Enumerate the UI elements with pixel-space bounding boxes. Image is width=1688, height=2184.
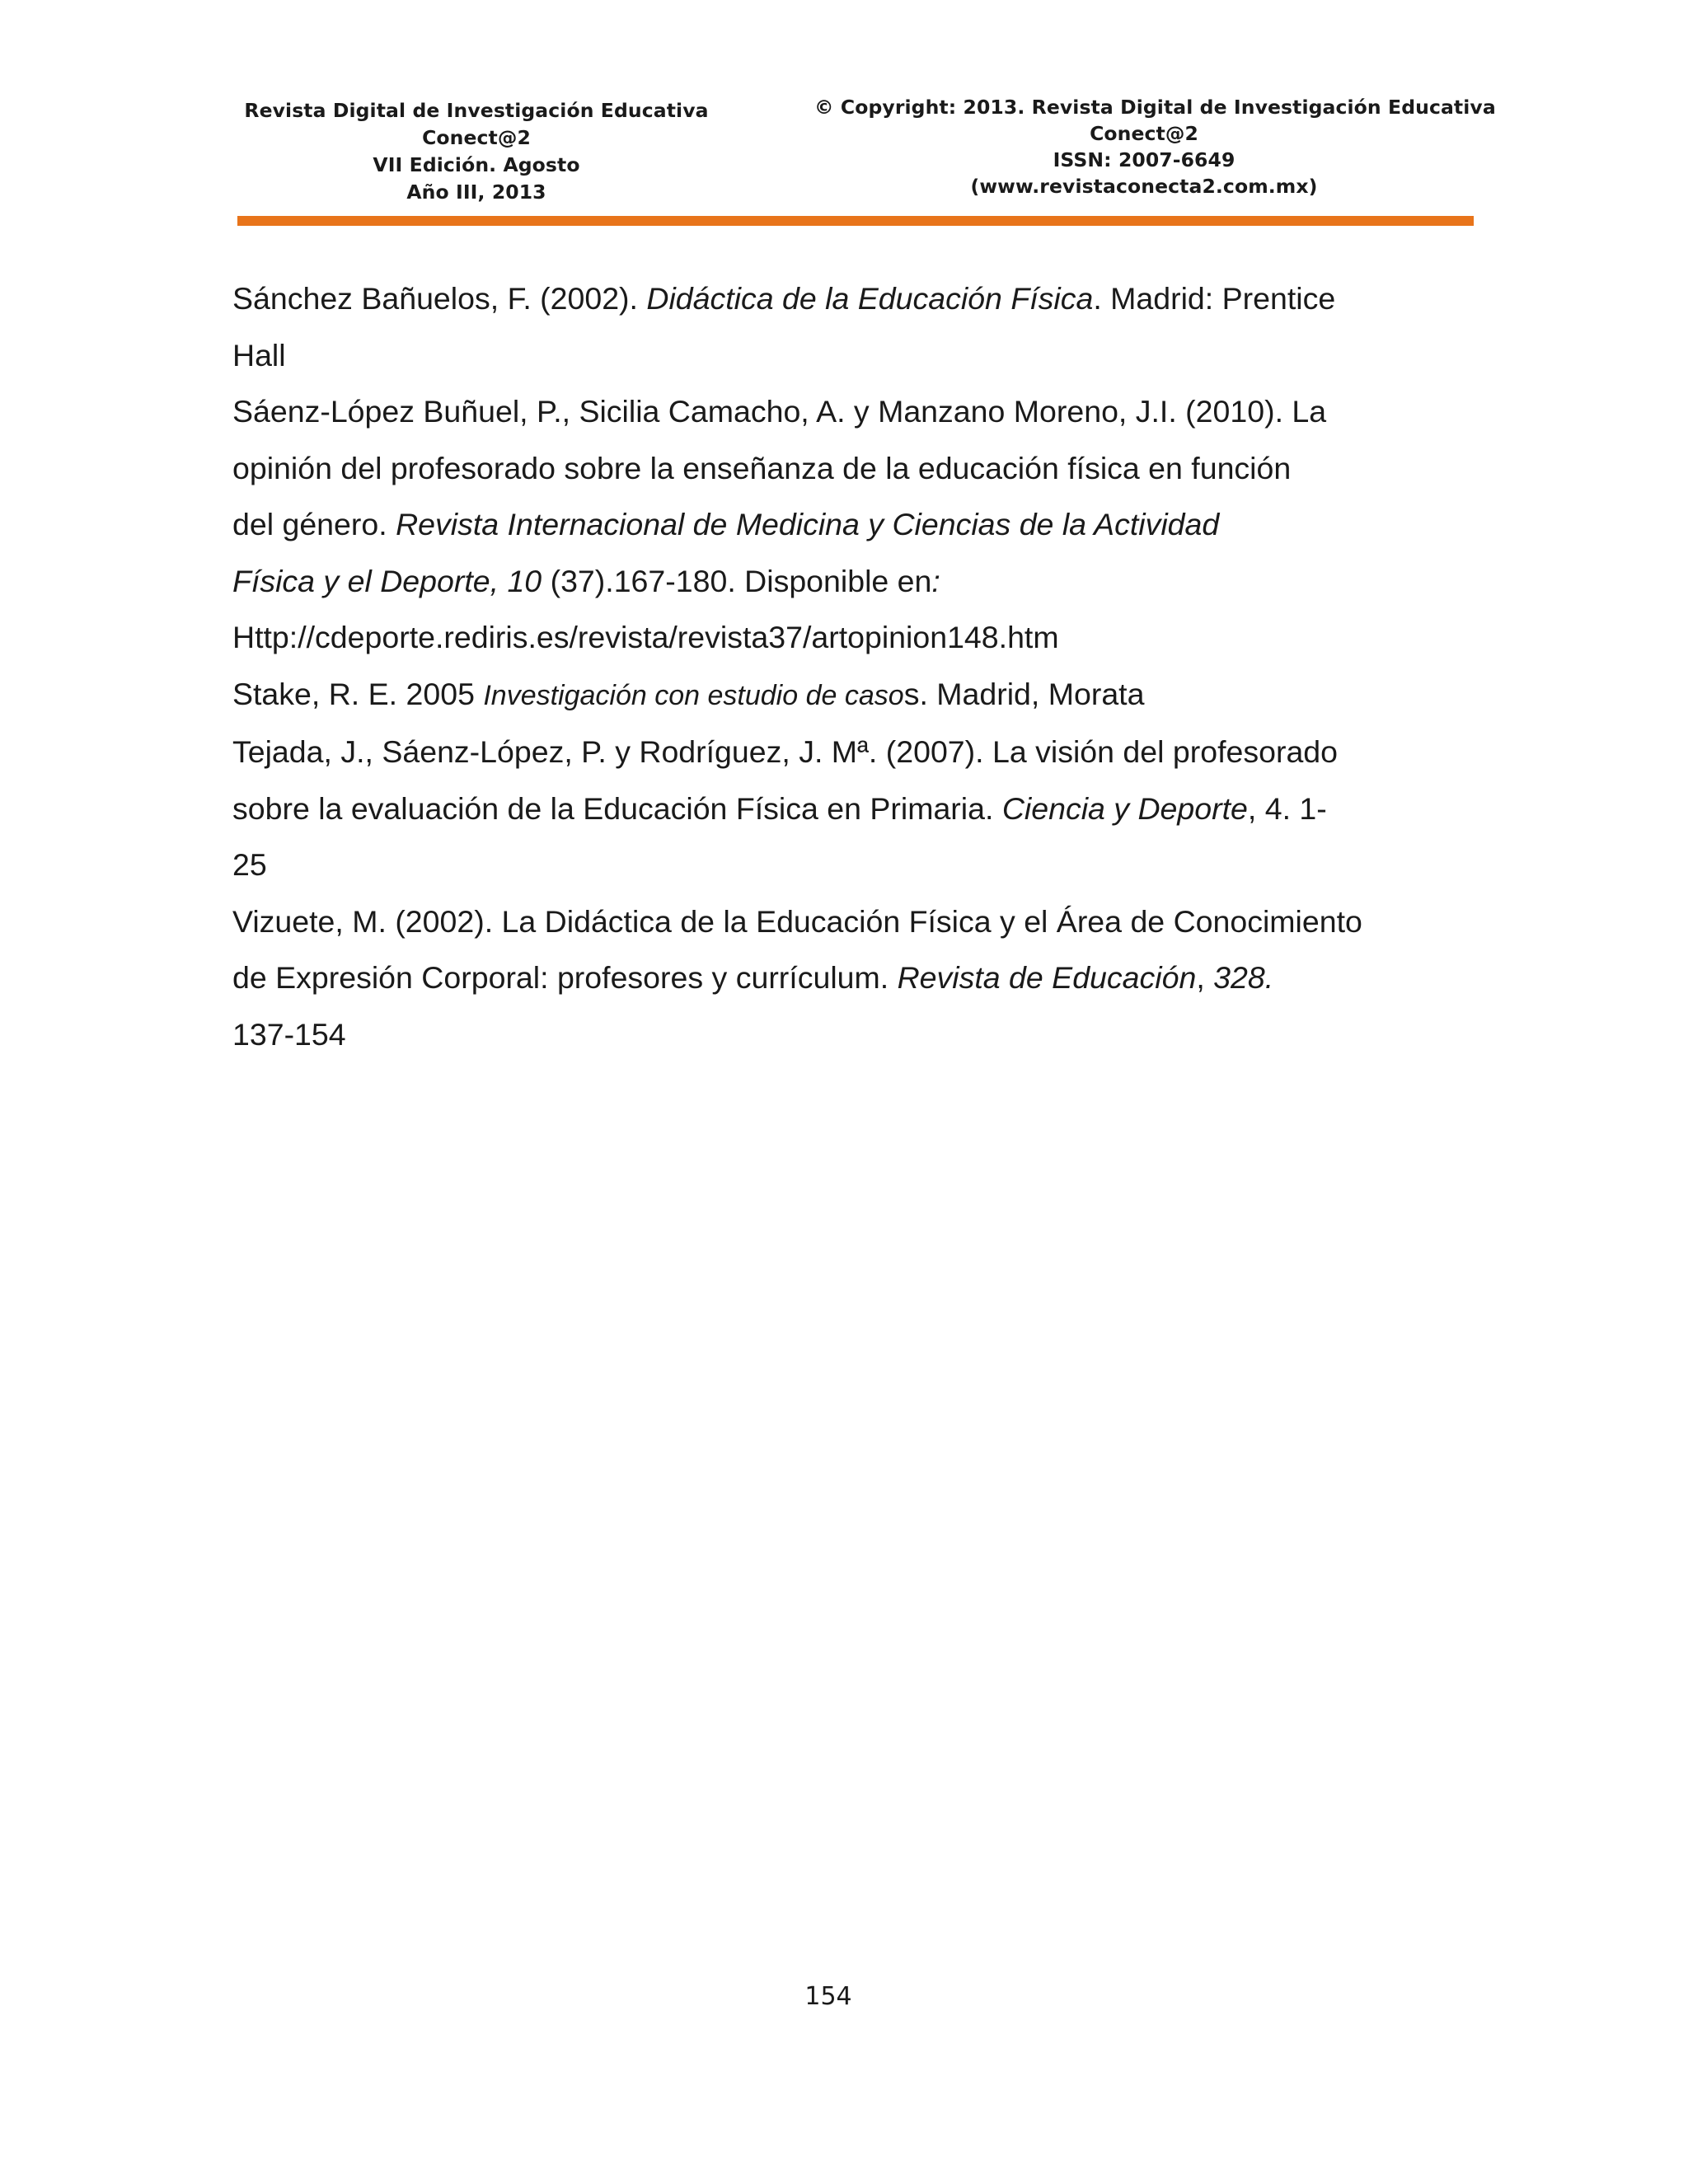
journal-short-name: Conect@2: [422, 126, 531, 149]
edition: VII Edición. Agosto: [373, 153, 580, 176]
journal-title: Física y el Deporte, 10: [232, 563, 542, 598]
page-number: 154: [804, 1982, 852, 2011]
reference-line: Sáenz-López Buñuel, P., Sicilia Camacho, A. y Manzano Moreno, J.I. (2010). La: [232, 394, 1327, 429]
book-title: Didáctica de la Educación Física: [646, 281, 1094, 316]
reference-line: Física y el Deporte, 10 (37).167-180. Disponible en:: [232, 563, 940, 598]
reference-vizuete: [232, 893, 1452, 1063]
copyright: © Copyright: 2013. Revista Digital de Investigación Educativa: [814, 96, 1496, 119]
year: Año III, 2013: [406, 180, 546, 204]
journal-url: (www.revistaconecta2.com.mx): [970, 175, 1318, 198]
issn: ISSN: 2007-6649: [1053, 148, 1236, 171]
reference-url: Http://cdeporte.rediris.es/revista/revista37/artopinion148.htm: [232, 620, 1059, 654]
journal-title: Revista Internacional de Medicina y Ciencias de la Actividad: [396, 507, 1220, 541]
book-title: Investigación con estudio de caso: [483, 679, 904, 711]
journal-edition-info: [237, 97, 715, 206]
reference-line: Vizuete, M. (2002). La Didáctica de la Educación Física y el Área de Conocimiento: [232, 903, 1362, 939]
journal-short-name-right: Conect@2: [1090, 122, 1198, 145]
reference-line: 137-154: [232, 1016, 346, 1052]
copyright-info: [814, 94, 1496, 199]
journal-title: Revista de Educación: [897, 960, 1197, 995]
reference-list: [232, 270, 1452, 1062]
reference-saenz: [232, 383, 1452, 666]
reference-stake: [232, 666, 1452, 724]
header-divider: [237, 216, 1474, 226]
reference-line: Stake, R. E. 2005 Investigación con estudio de casos. Madrid, Morata: [232, 676, 1145, 711]
reference-line: Hall: [232, 337, 286, 373]
reference-line: del género. Revista Internacional de Medicina y Ciencias de la Actividad: [232, 507, 1220, 541]
volume-number: 328.: [1213, 960, 1274, 995]
page-header: [237, 92, 1496, 216]
journal-title: Ciencia y Deporte: [1001, 790, 1248, 826]
reference-tejada: [232, 724, 1452, 893]
reference-line: Sánchez Bañuelos, F. (2002). Didáctica de la Educación Física. Madrid: Prentice: [232, 281, 1336, 316]
reference-line: 25: [232, 847, 267, 882]
reference-sanchez: [232, 270, 1452, 383]
reference-line: opinión del profesorado sobre la enseñanza de la educación física en función: [232, 450, 1292, 485]
reference-line: sobre la evaluación de la Educación Física en Primaria. Ciencia y Deporte, 4. 1-: [232, 790, 1327, 826]
journal-name: Revista Digital de Investigación Educativa: [244, 99, 709, 122]
reference-line: de Expresión Corporal: profesores y currículum. Revista de Educación, 328.: [232, 960, 1274, 995]
reference-line: Tejada, J., Sáenz-López, P. y Rodríguez, J. Mª. (2007). La visión del profesorado: [232, 734, 1339, 769]
